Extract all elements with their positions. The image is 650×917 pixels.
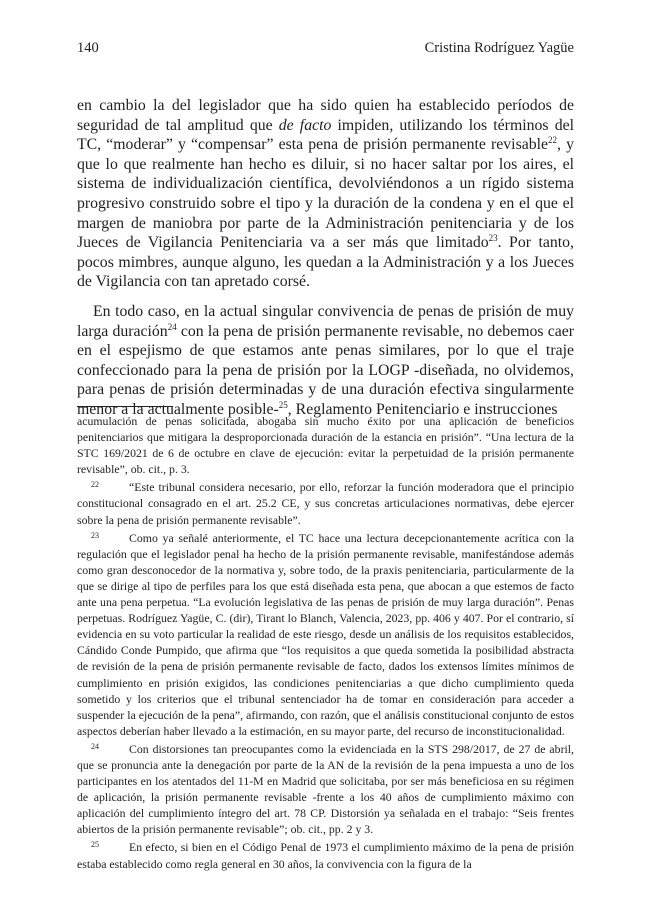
footnote-ref: 25 [278,399,288,410]
text-run: impiden, utilizando los términos del TC, “moderar” y “compensar” esta pena de prisión permanente revisable [77,116,574,154]
text-run: . Por tanto, pocos mimbres, aunque alguno, les quedan a la Administración y a los Jueces de Vigilancia con tan apretado corsé. [77,234,574,291]
text-run: , y que lo que realmente han hecho es diluir, si no hacer saltar por los aires, el sistema de individualización científica, devolviéndonos a un rígido sistema progresivo construido sobre el tipo y la duración de la condena y en el que el margen de maniobra por parte de la Administración penitenciaria y de los Jueces de Vigilancia Penitenciaria va a ser más que limitado [77,136,574,252]
footnote-ref: 23 [488,233,498,244]
footnote-continuation: acumulación de penas solicitada, abogaba sin mucho éxito por una aplicación de beneficios penitenciarios que mitigara la desproporcionada duración de la estancia en prisión”. “Una lectura de la STC 169/2021 de 6 de octubre en clave de ejecución: evitar la perpetuidad de la prisión permanente revisable”, ob. cit., p. 3. [77,414,574,477]
footnote-number: 25 [91,840,99,850]
footnote-separator [77,406,173,407]
footnotes [77,413,574,872]
footnote-text: En efecto, si bien en el Código Penal de 1973 el cumplimiento máximo de la pena de prisión estaba establecido como regla general en 30 años, la convivencia con la figura de la [77,840,574,871]
text-run: en cambio la del legislador que ha sido quien ha establecido períodos de seguridad de tal amplitud que [77,97,574,134]
footnote [77,837,574,871]
footnote-ref: 24 [167,321,177,332]
footnote [77,528,574,739]
footnote-text: Como ya señalé anteriormente, el TC hace una lectura decepcionantemente acrítica con la regulación que el legislador penal ha hecho de la prisión permanente revisable, manifestándose además como gran desconocedor de la normativa y, sobre todo, de la praxis penitenciaria, particularmente de la que se dirige al tipo de perfiles para los que está diseñada esta pena, que abocan a que estemos de facto ante una pena perpetua. “La evolución legislativa de las penas de prisión de muy larga duración”. Penas perpetuas. Rodríguez Yagüe, C. (dir), Tirant lo Blanch, Valencia, 2023, pp. 406 y 407. Por el contrario, sí evidencia en su voto particular la realidad de este riesgo, desde un análisis de los requisitos establecidos, Cándido Conde Pumpido, que afirma que “los requisitos a que queda sometida la posibilidad abstracta de revisión de la pena de prisión permanente revisable de facto, dados los extensos límites mínimos de cumplimiento en prisión exigidos, las condiciones penitenciarias a que dicho cumplimiento queda sometido y los criterios que el tribunal sentenciador ha de tomar en consideración para acceder a suspender la ejecución de la pena”, afirmando, con razón, que el análisis constitucional conjunto de estos aspectos deberían haber llevado a la estimación, en su mayor parte, del recurso de inconstitucionalidad. [77,530,574,738]
footnote-text: “Este tribunal considera necesario, por ello, reforzar la función moderadora que el principio constitucional consagrado en el art. 25.2 CE, y sus concretas articulaciones normativas, debe ejercer sobre la pena de prisión permanente revisable”. [77,480,574,527]
text-run: En todo caso, en la actual singular convivencia de penas de prisión de muy larga duración [77,302,574,340]
footnote-text: Con distorsiones tan preocupantes como la evidenciada en la STS 298/2017, de 27 de abril, que se pronuncia ante la denegación por parte de la AN de la revisión de la pena impuesta a uno de los participantes en los atentados del 11-M en Madrid que solicitaba, por ser más beneficiosa en su régimen de aplicación, la prisión permanente revisable -frente a los 40 años de cumplimiento máximo con aplicación del cumplimiento íntegro del art. 78 CP. Distorsión ya señalada en el trabajo: “Seis frentes abiertos de la prisión permanente revisable”; ob. cit., pp. 2 y 3. [77,741,574,837]
footnote-number: 24 [91,741,99,751]
paragraph [77,302,574,420]
italic-term: de facto [278,116,332,134]
footnote-number: 22 [91,480,99,490]
text-run: , Reglamento Penitenciario e instrucciones [287,400,558,418]
text-run: con la pena de prisión permanente revisable, no debemos caer en el espejismo de que estamos ante penas similares, por lo que el traje confeccionado para la pena de prisión por la LOGP -diseñada, no olvidemos, para penas de prisión determinadas y de una duración efectiva singularmente menor a la actualmente posible- [77,322,574,418]
footnote-ref: 22 [548,135,558,146]
footnote [77,739,574,838]
footnote-number: 23 [91,530,99,540]
main-text [77,96,574,420]
footnote [77,477,574,527]
running-head-author: Cristina Rodríguez Yagüe [424,40,574,56]
page-number: 140 [77,40,99,56]
running-header [77,40,574,62]
paragraph [77,96,574,292]
